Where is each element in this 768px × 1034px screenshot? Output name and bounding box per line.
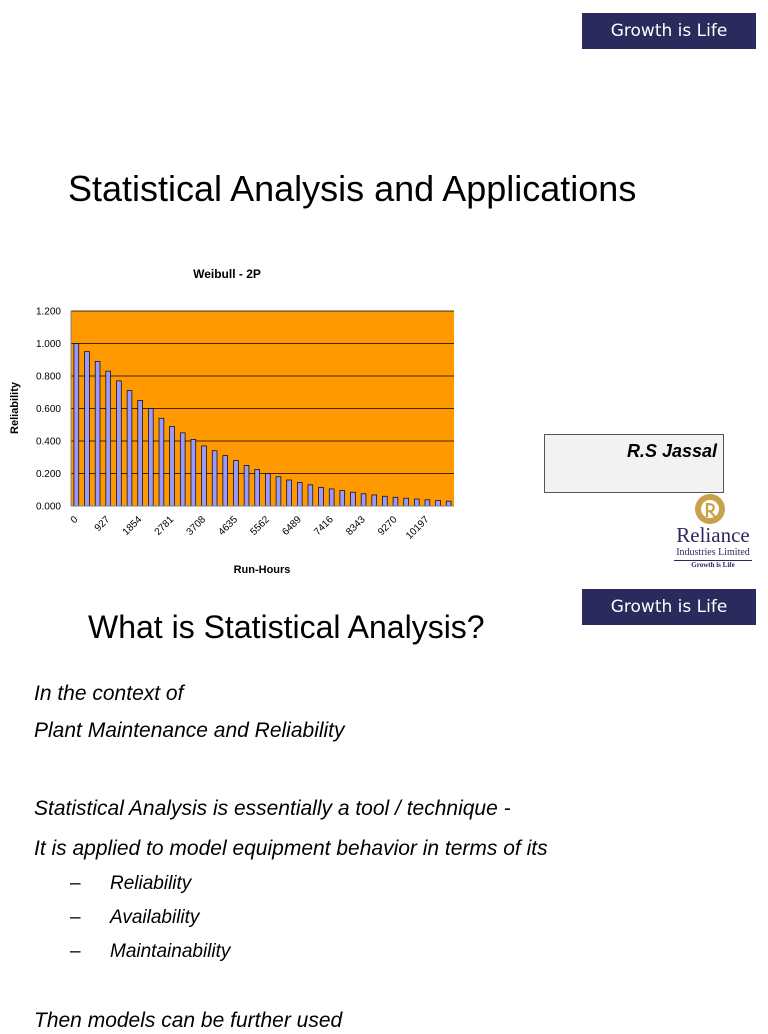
reliance-logo [668,493,758,573]
x-tick-label: 0 [68,514,81,527]
bar [191,439,196,506]
body-line: It is applied to model equipment behavior in terms of its [34,837,548,860]
section-title: What is Statistical Analysis? [88,609,485,645]
bar [276,477,281,506]
bar [319,487,324,506]
bar [329,489,334,506]
author-box [544,434,724,493]
bar [116,381,121,506]
bar [95,361,100,506]
bar [297,482,302,506]
bar [212,451,217,506]
slide-title: Statistical Analysis and Applications [68,168,637,209]
bullet-item: Reliability [110,873,192,894]
y-tick-label: 0.000 [35,501,61,513]
body-line: Plant Maintenance and Reliability [34,719,345,742]
reliance-emblem-icon [694,493,726,525]
x-tick-label: 5562 [248,514,272,538]
bar [202,446,207,506]
body-line: Then models can be further used [34,1009,343,1032]
bar [382,496,387,506]
bullet-marker: – [70,941,81,962]
bullet-marker: – [70,873,81,894]
bar [340,491,345,506]
body-line: Statistical Analysis is essentially a tool / technique - [34,797,511,820]
body-line: In the context of [34,682,184,705]
bar [361,494,366,506]
growth-is-life-banner [582,13,756,49]
bar [138,400,143,506]
x-tick-label: 4635 [216,514,241,538]
x-tick-label: 2781 [152,514,177,538]
logo-name: Reliance [676,523,750,547]
bar [446,501,451,506]
x-tick-label: 927 [92,514,113,534]
bullet-marker: – [70,907,81,928]
x-tick-label: 6489 [280,514,304,538]
bar [106,371,111,506]
bar [414,499,419,506]
y-tick-label: 1.200 [35,306,61,318]
weibull-reliability-chart [0,258,470,583]
bar [265,474,270,507]
y-tick-label: 1.000 [35,339,61,350]
y-tick-label: 0.800 [35,371,61,383]
x-tick-label: 7416 [312,514,336,538]
bar [436,500,441,506]
bar [159,418,164,506]
x-tick-label: 9270 [376,514,400,538]
bar [170,426,175,506]
bar [351,492,356,506]
bar [234,461,239,507]
bar [308,485,313,506]
x-tick-label: 10197 [404,514,432,542]
bar [404,498,409,506]
x-tick-label: 1854 [120,514,145,538]
chart-title: Weibull - 2P [193,267,261,281]
bullet-item: Maintainability [110,941,231,962]
banner-text: Growth is Life [610,597,728,617]
bar [148,409,153,507]
bar [85,352,90,506]
bar [287,480,292,506]
y-tick-label: 0.400 [35,436,61,448]
bar [372,495,377,506]
bar [244,465,249,506]
bar [255,469,260,506]
x-tick-label: 3708 [184,514,209,538]
bar [127,391,132,506]
y-tick-label: 0.600 [35,404,61,415]
author-name: R.S Jassal [626,441,717,461]
x-axis-label: Run-Hours [233,564,291,576]
bullet-item: Availability [110,907,200,928]
bar [393,497,398,506]
logo-subtitle: Industries Limited [676,547,750,558]
bar [74,344,79,507]
bar [180,433,185,506]
bar [223,456,228,506]
y-tick-label: 0.200 [35,469,61,480]
x-tick-label: 8343 [344,514,368,538]
banner-text: Growth is Life [610,21,728,41]
bar [425,500,430,506]
y-axis-label: Reliability [9,382,21,434]
growth-is-life-banner [582,589,756,625]
logo-tagline: Growth is Life [691,561,735,569]
